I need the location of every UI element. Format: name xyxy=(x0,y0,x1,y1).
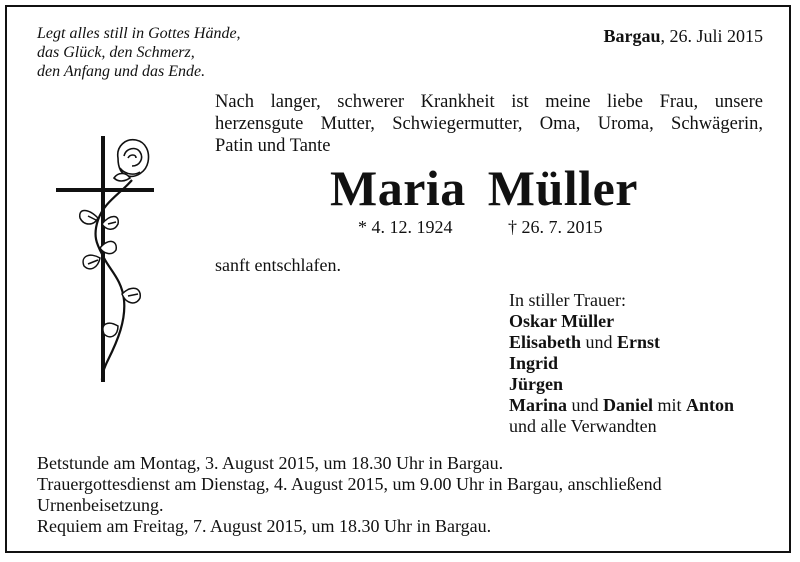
mourner-line: Elisabeth und Ernst xyxy=(509,332,661,352)
intro-line: herzensgute Mutter, Schwiegermutter, Oma, Uroma, Schwägerin, xyxy=(215,114,763,134)
first-name: Maria xyxy=(330,160,466,216)
mourner-line: Oskar Müller xyxy=(509,311,615,331)
birth-date: * 4. 12. 1924 xyxy=(358,217,453,237)
intro-line: Patin und Tante xyxy=(215,136,331,156)
service-times xyxy=(37,453,662,537)
rose-bloom xyxy=(114,140,149,181)
mourners-block xyxy=(509,290,734,437)
mourners-heading: In stiller Trauer: xyxy=(509,290,626,310)
mourner-line: Ingrid xyxy=(509,353,559,373)
place: Bargau xyxy=(603,26,661,46)
intro-line: Nach langer, schwerer Krankheit ist meine liebe Frau, unsere xyxy=(215,92,763,112)
service-line: Betstunde am Montag, 3. August 2015, um 18.30 Uhr in Bargau. xyxy=(37,453,504,473)
mourner-line: Jürgen xyxy=(509,374,563,394)
motto-line: Legt alles still in Gottes Hände, xyxy=(37,25,241,42)
date: , 26. Juli 2015 xyxy=(660,26,763,46)
death-date: † 26. 7. 2015 xyxy=(508,217,603,237)
mourner-line: und alle Verwandten xyxy=(509,416,657,436)
rose-leaves xyxy=(80,211,141,337)
last-name: Müller xyxy=(487,160,638,216)
service-line: Trauergottesdienst am Dienstag, 4. August 2015, um 9.00 Uhr in Bargau, anschließend xyxy=(37,474,662,494)
place-and-date xyxy=(603,26,763,47)
cross-with-rose-icon xyxy=(52,134,162,386)
closing-phrase: sanft entschlafen. xyxy=(215,255,341,275)
service-line: Requiem am Freitag, 7. August 2015, um 18.30 Uhr in Bargau. xyxy=(37,516,492,536)
service-line: Urnenbeisetzung. xyxy=(37,495,164,515)
motto-line: das Glück, den Schmerz, xyxy=(37,44,195,61)
mourner-line: Marina und Daniel mit Anton xyxy=(509,395,735,415)
motto-line: den Anfang und das Ende. xyxy=(37,63,206,80)
deceased-name xyxy=(330,160,638,216)
intro-text xyxy=(215,91,763,157)
motto-verse xyxy=(37,24,241,81)
